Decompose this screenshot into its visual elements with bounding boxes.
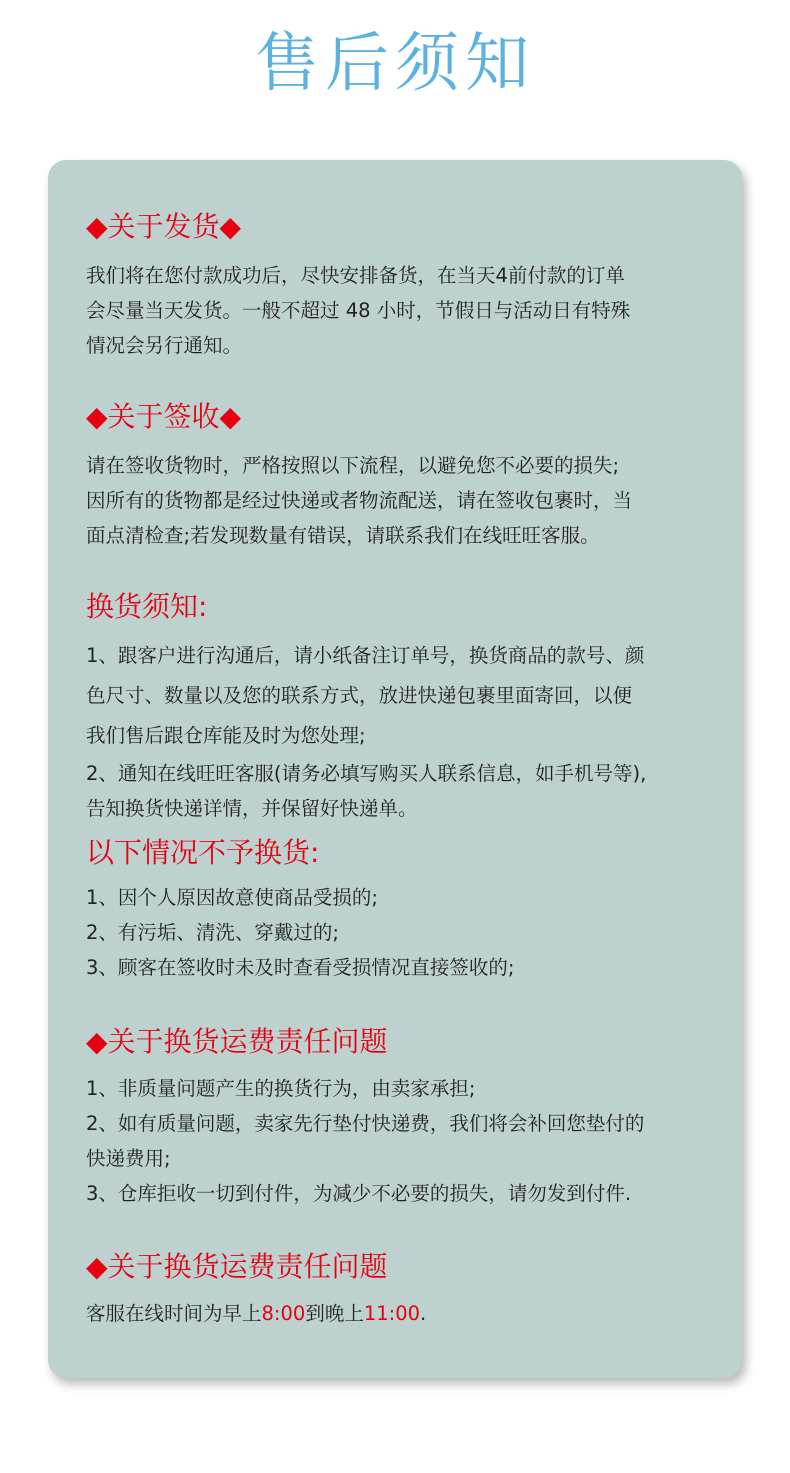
paragraph-line: 请在签收货物时，严格按照以下流程，以避免您不必要的损失; <box>86 454 620 477</box>
service-hours-middle: 到晚上 <box>305 1302 364 1325</box>
service-hours-line <box>86 1296 726 1331</box>
paragraph-line: 1、非质量问题产生的换货行为，由卖家承担; <box>86 1077 476 1100</box>
section-heading: ◆关于换货运费责任问题 <box>86 1025 388 1058</box>
section-service-hours <box>86 1250 726 1331</box>
section-heading: ◆关于签收◆ <box>86 400 242 433</box>
section-no-exchange <box>86 836 726 985</box>
paragraph-line: 情况会另行通知。 <box>86 334 243 357</box>
page-title: 售后须知 <box>255 27 535 101</box>
paragraph-line: 我们将在您付款成功后，尽快安排备货，在当天4前付款的订单 <box>86 264 625 287</box>
section-exchange-notice <box>86 590 726 826</box>
paragraph-line: 1、跟客户进行沟通后，请小纸备注订单号，换货商品的款号、颜 <box>86 644 645 667</box>
paragraph-line: 我们售后跟仓库能及时为您处理; <box>86 724 366 747</box>
service-end-time: 11:00 <box>363 1302 421 1325</box>
section-heading: ◆关于发货◆ <box>86 210 242 243</box>
paragraph-line: 面点清检查;若发现数量有错误，请联系我们在线旺旺客服。 <box>86 524 600 547</box>
paragraph-line: 因所有的货物都是经过快递或者物流配送，请在签收包裹时，当 <box>86 489 633 512</box>
section-heading: 换货须知: <box>86 590 208 623</box>
section-receipt <box>86 400 726 553</box>
paragraph-line: 2、如有质量问题，卖家先行垫付快递费，我们将会补回您垫付的 <box>86 1112 645 1135</box>
service-hours-prefix: 客服在线时间为早上 <box>86 1302 262 1325</box>
paragraph-line: 3、仓库拒收一切到付件，为减少不必要的损失，请勿发到付件. <box>86 1182 632 1205</box>
paragraph-line: 告知换货快递详情，并保留好快递单。 <box>86 797 418 820</box>
paragraph-line: 2、有污垢、清洗、穿戴过的; <box>86 921 339 944</box>
paragraph-line: 会尽量当天发货。一般不超过 48 小时，节假日与活动日有特殊 <box>86 299 631 322</box>
paragraph-line: 快递费用; <box>86 1147 171 1170</box>
service-hours-suffix: . <box>420 1302 427 1325</box>
section-shipping-fee <box>86 1025 726 1211</box>
section-heading: 以下情况不予换货: <box>86 836 320 869</box>
paragraph-line: 色尺寸、数量以及您的联系方式，放进快递包裹里面寄回，以便 <box>86 684 633 707</box>
paragraph-line: 1、因个人原因故意使商品受损的; <box>86 886 378 909</box>
paragraph-line: 3、顾客在签收时未及时查看受损情况直接签收的; <box>86 956 515 979</box>
section-heading: ◆关于换货运费责任问题 <box>86 1250 388 1283</box>
service-start-time: 8:00 <box>261 1302 306 1325</box>
section-shipping <box>86 210 726 363</box>
paragraph-line: 2、通知在线旺旺客服(请务必填写购买人联系信息，如手机号等), <box>86 762 647 785</box>
